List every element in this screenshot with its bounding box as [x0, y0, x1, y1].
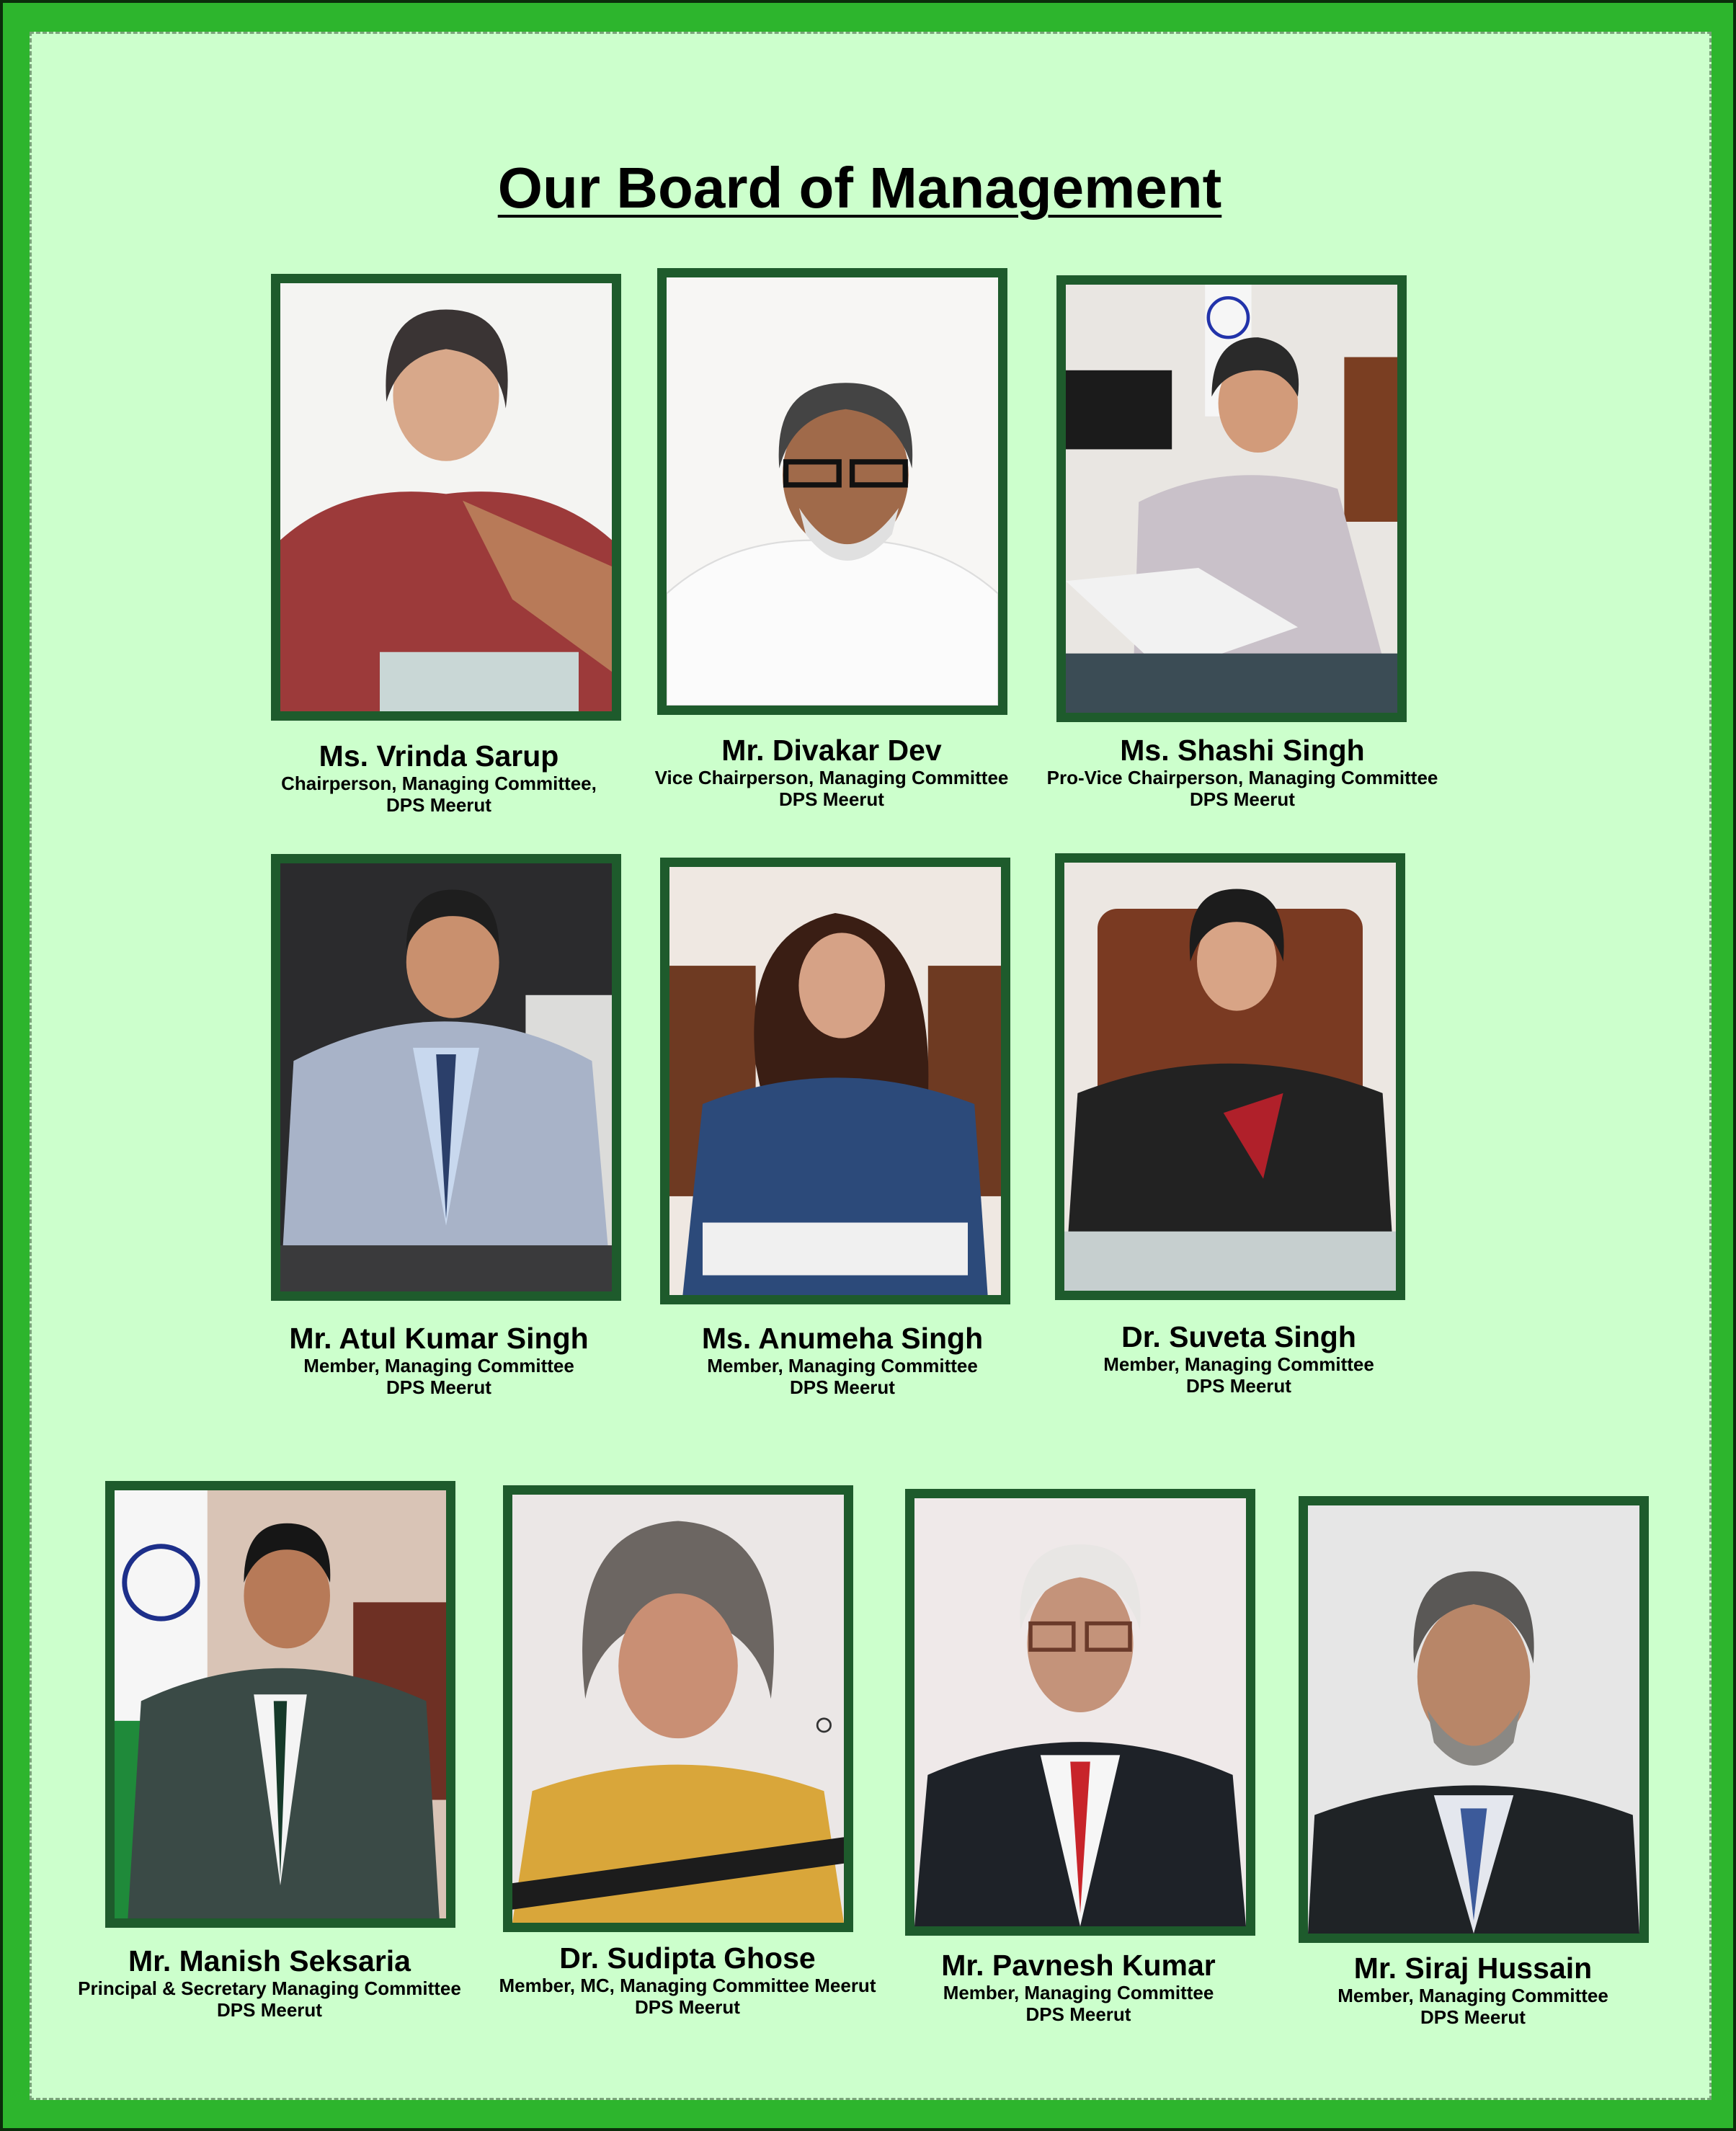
member-school: DPS Meerut [217, 1999, 322, 2021]
member-role: Member, Managing Committee [1337, 1985, 1608, 2006]
photo-anumeha-singh [660, 858, 1010, 1304]
member-name: Ms. Anumeha Singh [701, 1322, 984, 1355]
caption-pavnesh-kumar [896, 1949, 1260, 2025]
photo-atul-kumar-singh [271, 854, 621, 1301]
photo-manish-seksaria [105, 1481, 455, 1928]
member-role: Member, Managing Committee [1103, 1353, 1374, 1375]
caption-sudipta-ghose [478, 1941, 896, 2018]
member-name: Mr. Pavnesh Kumar [941, 1949, 1216, 1982]
member-school: DPS Meerut [1025, 2003, 1131, 2025]
member-name: Dr. Suveta Singh [1121, 1320, 1356, 1353]
caption-vrinda-sarup [259, 739, 619, 816]
page-title: Our Board of Management [497, 156, 1222, 220]
member-school: DPS Meerut [1186, 1375, 1291, 1397]
caption-anumeha-singh [651, 1322, 1033, 1398]
member-name: Mr. Atul Kumar Singh [289, 1322, 589, 1355]
member-school: DPS Meerut [1420, 2006, 1526, 2028]
photo-vrinda-sarup [271, 274, 621, 721]
caption-divakar-dev [637, 734, 1026, 810]
member-role: Chairperson, Managing Committee, [281, 773, 597, 794]
member-role: Pro-Vice Chairperson, Managing Committee [1046, 767, 1438, 788]
member-role: Principal & Secretary Managing Committee [78, 1977, 461, 1999]
member-school: DPS Meerut [386, 794, 491, 816]
member-role: Member, Managing Committee [943, 1982, 1214, 2003]
member-school: DPS Meerut [1190, 788, 1295, 810]
member-role: Member, MC, Managing Committee Meerut [499, 1975, 876, 1996]
member-role: Vice Chairperson, Managing Committee [654, 767, 1009, 788]
photo-sudipta-ghose [503, 1485, 853, 1932]
caption-manish-seksaria [61, 1944, 478, 2021]
member-name: Dr. Sudipta Ghose [559, 1941, 816, 1975]
member-school: DPS Meerut [790, 1376, 895, 1398]
caption-atul-kumar-singh [252, 1322, 626, 1398]
member-school: DPS Meerut [779, 788, 884, 810]
photo-siraj-hussain [1299, 1496, 1649, 1943]
member-school: DPS Meerut [635, 1996, 740, 2018]
member-name: Mr. Manish Seksaria [128, 1944, 411, 1977]
member-name: Ms. Vrinda Sarup [319, 739, 559, 773]
member-name: Mr. Siraj Hussain [1353, 1952, 1593, 1985]
member-name: Mr. Divakar Dev [721, 734, 942, 767]
member-name: Ms. Shashi Singh [1120, 734, 1365, 767]
photo-suveta-singh [1055, 853, 1405, 1300]
caption-shashi-singh [1019, 734, 1466, 810]
photo-pavnesh-kumar [905, 1489, 1255, 1936]
caption-siraj-hussain [1293, 1952, 1653, 2028]
member-role: Member, Managing Committee [303, 1355, 574, 1376]
photo-divakar-dev [657, 268, 1007, 715]
caption-suveta-singh [1048, 1320, 1430, 1397]
photo-shashi-singh [1056, 275, 1407, 722]
member-school: DPS Meerut [386, 1376, 491, 1398]
member-role: Member, Managing Committee [707, 1355, 978, 1376]
